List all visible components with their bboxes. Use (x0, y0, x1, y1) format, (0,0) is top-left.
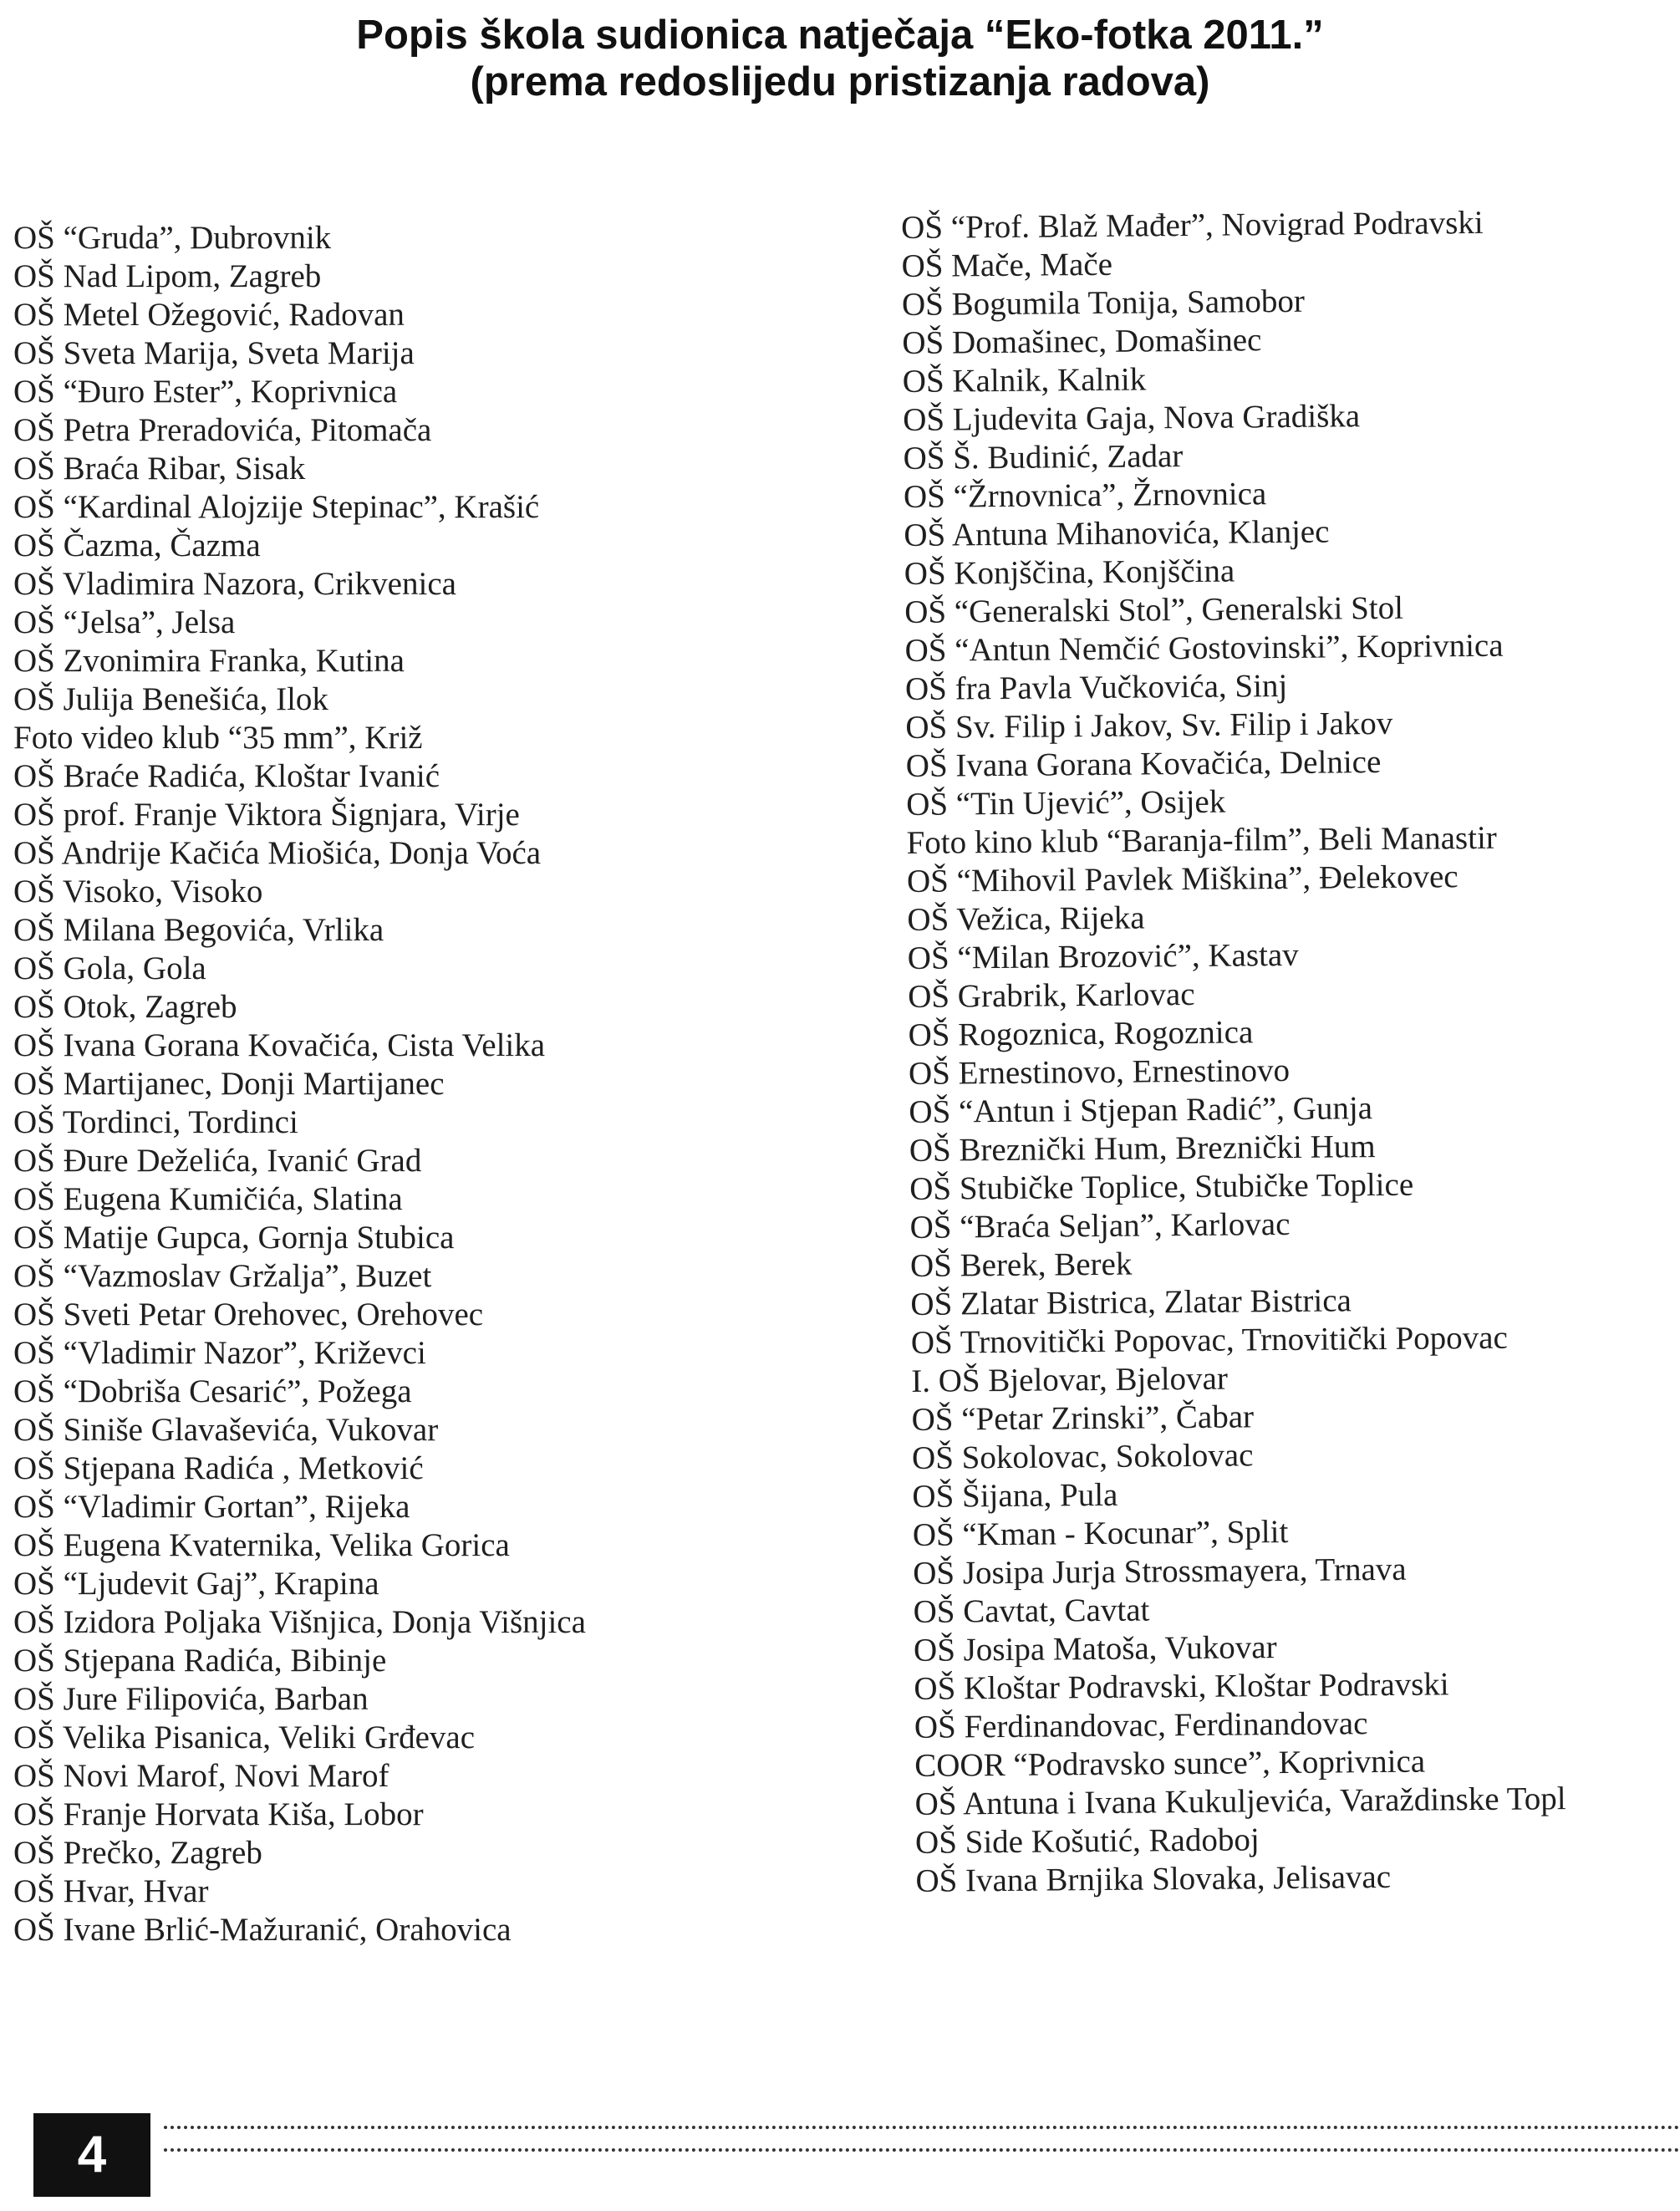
school-list-item: OŠ Sveta Marija, Sveta Marija (13, 335, 415, 371)
school-list-item: OŠ Prečko, Zagreb (13, 1835, 262, 1871)
school-list-item: OŠ Sveti Petar Orehovec, Orehovec (13, 1297, 484, 1332)
school-list-item: OŠ fra Pavla Vučkovića, Sinj (904, 667, 1288, 707)
school-list-item: OŠ Martijanec, Donji Martijanec (13, 1066, 445, 1102)
school-list-item: OŠ Stjepana Radića, Bibinje (13, 1643, 387, 1679)
school-list-item: OŠ “Vladimir Nazor”, Križevci (13, 1335, 426, 1371)
school-list-item: OŠ Eugena Kumičića, Slatina (13, 1181, 403, 1217)
page-title-line-1: Popis škola sudionica natječaja “Eko-fotka 2011.” (356, 13, 1324, 58)
school-list-item: OŠ Stubičke Toplice, Stubičke Toplice (909, 1166, 1414, 1207)
school-list-item: OŠ Bogumila Tonija, Samobor (901, 283, 1306, 323)
school-list-item: OŠ Braće Radića, Kloštar Ivanić (13, 758, 440, 794)
school-list-item: I. OŠ Bjelovar, Bjelovar (911, 1360, 1229, 1399)
school-list-item: OŠ Vežica, Rijeka (907, 899, 1145, 938)
school-list-item: OŠ Side Košutić, Radoboj (914, 1821, 1260, 1861)
school-list-item: OŠ “Antun i Stjepan Radić”, Gunja (909, 1090, 1373, 1130)
school-list-item: OŠ Andrije Kačića Miošića, Donja Voća (13, 835, 542, 871)
school-list-item: OŠ Vladimira Nazora, Crikvenica (13, 566, 456, 602)
school-list-item: OŠ Đure Deželića, Ivanić Grad (13, 1143, 422, 1179)
school-list-item: OŠ Braća Ribar, Sisak (13, 451, 306, 487)
school-list-item: OŠ “Kman - Kocunar”, Split (912, 1514, 1289, 1553)
school-list-item: OŠ “Žrnovnica”, Žrnovnica (903, 476, 1267, 515)
school-list-item: OŠ “Kardinal Alojzije Stepinac”, Krašić (13, 489, 540, 525)
school-list-item: OŠ Ivane Brlić-Mažuranić, Orahovica (13, 1912, 512, 1948)
school-list-item: OŠ “Đuro Ester”, Koprivnica (13, 374, 398, 410)
page-title (0, 12, 1680, 105)
school-list-item: OŠ Nad Lipom, Zagreb (13, 258, 322, 294)
school-list-item: OŠ Petra Preradovića, Pitomača (13, 412, 432, 448)
school-list-item: OŠ Domašinec, Domašinec (902, 322, 1262, 361)
school-list-item: OŠ Visoko, Visoko (13, 874, 263, 909)
school-list-item: OŠ Grabrik, Karlovac (908, 976, 1195, 1015)
school-list-item: OŠ Kloštar Podravski, Kloštar Podravski (914, 1666, 1449, 1707)
school-list-item: OŠ Julija Benešića, Ilok (13, 681, 328, 717)
school-list-item: OŠ Breznički Hum, Breznički Hum (909, 1128, 1376, 1169)
school-list-item: OŠ “Tin Ujević”, Osijek (906, 783, 1226, 823)
school-list-item: OŠ “Vladimir Gortan”, Rijeka (13, 1489, 410, 1525)
school-list-item: Foto video klub “35 mm”, Križ (13, 720, 423, 756)
school-list-item: OŠ “Prof. Blaž Mađer”, Novigrad Podravski (901, 204, 1484, 246)
school-list-item: OŠ Sv. Filip i Jakov, Sv. Filip i Jakov (905, 705, 1393, 746)
school-list-item: OŠ Zvonimira Franka, Kutina (13, 643, 405, 679)
school-list-item: OŠ Hvar, Hvar (13, 1873, 209, 1909)
school-list-item: OŠ “Petar Zrinski”, Čabar (911, 1398, 1255, 1438)
school-list-item: OŠ Tordinci, Tordinci (13, 1104, 298, 1140)
school-list-item: OŠ Antuna Mihanovića, Klanjec (904, 513, 1330, 553)
school-list-item: OŠ Cavtat, Cavtat (913, 1592, 1150, 1630)
school-list-item: OŠ Konjščina, Konjščina (904, 553, 1235, 592)
school-list-item: OŠ Ivana Brnjika Slovaka, Jelisavac (915, 1858, 1392, 1899)
school-list-item: OŠ Novi Marof, Novi Marof (13, 1758, 389, 1794)
school-list-item: OŠ Josipa Jurja Strossmayera, Trnava (913, 1551, 1407, 1592)
school-list-item: OŠ Šijana, Pula (912, 1476, 1118, 1515)
dotted-rule-bottom (164, 2148, 1680, 2152)
school-list-item: OŠ Ivana Gorana Kovačića, Delnice (905, 744, 1382, 784)
page-title-line-2: (prema redoslijedu pristizanja radova) (470, 59, 1210, 104)
school-list-item: OŠ Berek, Berek (909, 1246, 1133, 1284)
school-list-item: OŠ Ljudevita Gaja, Nova Gradiška (903, 398, 1361, 438)
school-list-item: OŠ Kalnik, Kalnik (902, 361, 1147, 400)
school-list-item: OŠ Josipa Matoša, Vukovar (913, 1629, 1277, 1668)
school-list-item: OŠ “Jelsa”, Jelsa (13, 604, 236, 640)
school-list-item: OŠ Ernestinovo, Ernestinovo (908, 1052, 1291, 1092)
school-list-item: OŠ “Antun Nemčić Gostovinski”, Koprivnica (904, 627, 1504, 669)
school-list-item: OŠ “Milan Brozović”, Kastav (907, 936, 1299, 976)
school-list-item: OŠ Ivana Gorana Kovačića, Cista Velika (13, 1027, 546, 1063)
school-list-item: OŠ Rogoznica, Rogoznica (908, 1014, 1254, 1053)
school-list-left (13, 219, 586, 1949)
page-number: 4 (33, 2113, 150, 2197)
school-list-item: OŠ Matije Gupca, Gornja Stubica (13, 1220, 455, 1256)
school-list-item: OŠ “Vazmoslav Gržalja”, Buzet (13, 1258, 432, 1294)
school-list-item: OŠ Čazma, Čazma (13, 527, 261, 563)
school-list-item: OŠ “Generalski Stol”, Generalski Stol (904, 589, 1404, 630)
school-list-item: OŠ Sokolovac, Sokolovac (911, 1437, 1254, 1476)
school-list-item: OŠ Antuna i Ivana Kukuljevića, Varaždinske Topl (914, 1781, 1566, 1822)
school-list-item: OŠ Milana Begovića, Vrlika (13, 912, 384, 948)
school-list-item: OŠ “Ljudevit Gaj”, Krapina (13, 1566, 379, 1602)
school-list-item: OŠ “Gruda”, Dubrovnik (13, 220, 332, 256)
school-list-right (901, 203, 1567, 1901)
school-list-item: OŠ Otok, Zagreb (13, 989, 237, 1025)
school-list-item: OŠ Velika Pisanica, Veliki Grđevac (13, 1719, 476, 1755)
school-list-item: Foto kino klub “Baranja-film”, Beli Manastir (906, 819, 1497, 861)
school-list-item: OŠ Eugena Kvaternika, Velika Gorica (13, 1527, 510, 1563)
school-list-item: OŠ “Dobriša Cesarić”, Požega (13, 1373, 412, 1409)
dotted-rule-top (164, 2126, 1680, 2129)
school-list-item: OŠ Zlatar Bistrica, Zlatar Bistrica (910, 1282, 1352, 1322)
school-list-item: OŠ Franje Horvata Kiša, Lobor (13, 1796, 424, 1832)
school-list-item: OŠ Gola, Gola (13, 950, 206, 986)
school-list-item: COOR “Podravsko sunce”, Koprivnica (914, 1743, 1426, 1784)
school-list-item: OŠ Izidora Poljaka Višnjica, Donja Višnjica (13, 1604, 586, 1640)
school-list-item: OŠ Mače, Mače (901, 246, 1113, 284)
school-list-item: OŠ Metel Ožegović, Radovan (13, 297, 405, 333)
school-list-item: OŠ prof. Franje Viktora Šignjara, Virje (13, 797, 520, 833)
school-list-item: OŠ Trnovitički Popovac, Trnovitički Popovac (910, 1319, 1508, 1361)
school-list-item: OŠ “Mihovil Pavlek Miškina”, Đelekovec (906, 858, 1459, 899)
school-list-item: OŠ Ferdinandovac, Ferdinandovac (914, 1705, 1368, 1745)
school-list-item: OŠ Š. Budinić, Zadar (903, 438, 1184, 476)
school-list-item: OŠ Stjepana Radića , Metković (13, 1450, 424, 1486)
school-list-item: OŠ Jure Filipovića, Barban (13, 1681, 369, 1717)
school-list-item: OŠ Siniše Glavaševića, Vukovar (13, 1412, 439, 1448)
school-list-item: OŠ “Braća Seljan”, Karlovac (909, 1205, 1291, 1246)
